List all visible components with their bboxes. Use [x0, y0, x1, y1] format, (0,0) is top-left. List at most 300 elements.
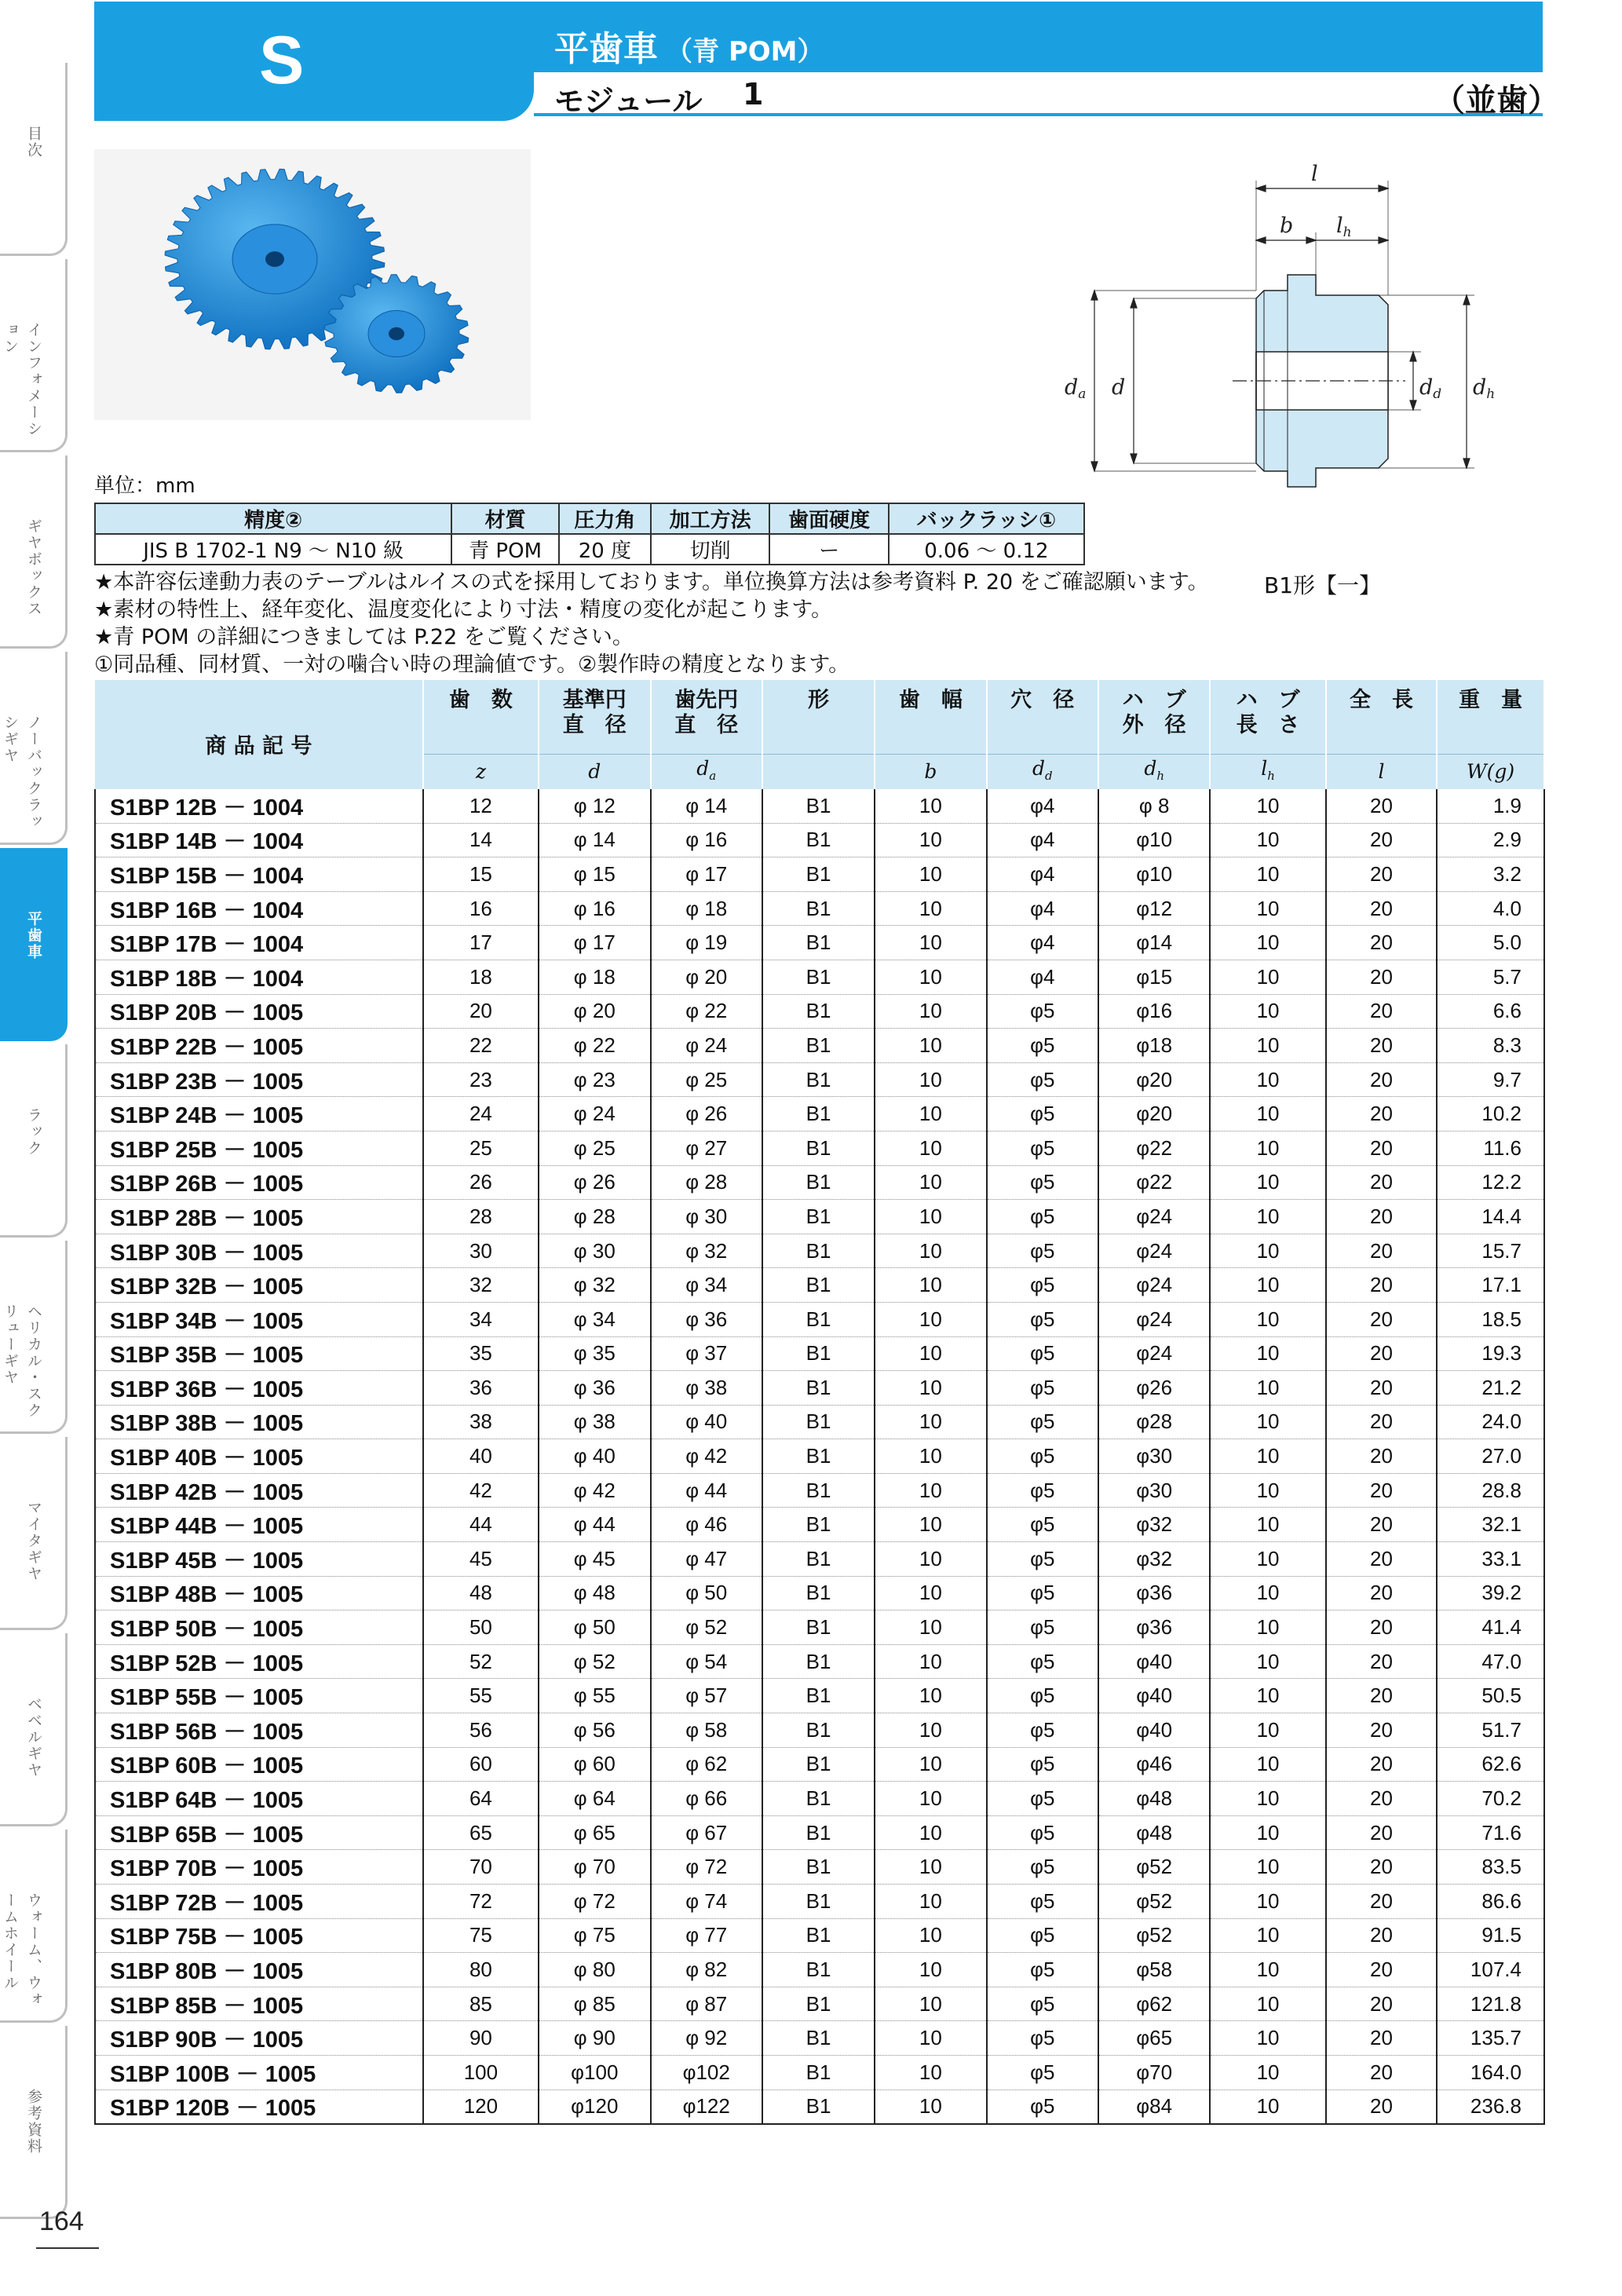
side-tab-label: 参考資料 — [25, 2089, 42, 2155]
table-cell: 20 — [1326, 1987, 1437, 2021]
table-cell: B1 — [762, 2089, 875, 2124]
product-code-cell: S1BP 25B － 1005 — [95, 1131, 423, 1165]
table-cell: 16 — [423, 891, 539, 926]
table-cell: 24.0 — [1437, 1405, 1544, 1439]
table-cell: φ 44 — [651, 1473, 762, 1508]
table-cell: B1 — [762, 1508, 875, 1542]
column-header: 歯 幅 — [875, 680, 986, 755]
table-cell: 10 — [875, 1953, 986, 1987]
table-cell: 20 — [1326, 1200, 1437, 1234]
table-row — [95, 1850, 1544, 1885]
side-tab[interactable] — [0, 1830, 68, 2023]
side-tab[interactable] — [0, 1633, 68, 1826]
table-cell: 64 — [423, 1782, 539, 1816]
table-cell: 10 — [1210, 1850, 1325, 1885]
spec-header-cell: 加工方法 — [651, 503, 769, 534]
table-cell: φ100 — [539, 2055, 650, 2089]
table-cell: B1 — [762, 1165, 875, 1200]
title-text: 平歯車 — [554, 29, 658, 69]
table-cell: 10 — [1210, 857, 1325, 892]
table-cell: 10 — [875, 1097, 986, 1132]
table-cell: φ 72 — [539, 1885, 650, 1919]
table-row — [95, 1610, 1544, 1645]
spec-header-row — [95, 503, 1084, 534]
table-cell: 32.1 — [1437, 1508, 1544, 1542]
table-cell: φ5 — [987, 1097, 1098, 1132]
table-cell: 10 — [1210, 789, 1325, 823]
table-cell: B1 — [762, 1371, 875, 1406]
table-cell: 20 — [1326, 1508, 1437, 1542]
table-cell: φ5 — [987, 1885, 1098, 1919]
table-cell: φ 30 — [539, 1234, 650, 1268]
table-cell: 10 — [1210, 1610, 1325, 1645]
table-cell: φ5 — [987, 1782, 1098, 1816]
table-cell: φ 20 — [539, 994, 650, 1029]
table-cell: φ16 — [1098, 994, 1210, 1029]
table-cell: φ4 — [987, 857, 1098, 892]
table-row — [95, 1200, 1544, 1234]
table-cell: 10 — [1210, 2021, 1325, 2056]
side-tab-label: ベベルギヤ — [25, 1696, 42, 1779]
side-tab[interactable] — [0, 1044, 68, 1238]
product-code-cell: S1BP 30B － 1005 — [95, 1234, 423, 1268]
table-header-row — [95, 680, 1544, 755]
table-cell: 6.6 — [1437, 994, 1544, 1029]
table-row — [95, 1336, 1544, 1371]
table-cell: φ5 — [987, 1405, 1098, 1439]
product-code-cell: S1BP 65B － 1005 — [95, 1815, 423, 1850]
table-cell: φ 14 — [539, 823, 650, 857]
table-cell: φ 67 — [651, 1815, 762, 1850]
module-label: モジュール — [554, 84, 703, 119]
table-cell: B1 — [762, 1268, 875, 1303]
table-cell: 10 — [875, 1371, 986, 1406]
note-line: ★本許容伝達動力表のテーブルはルイスの式を採用しております。単位換算方法は参考資料 P. 20 をご確認願います。 — [94, 570, 1209, 594]
table-cell: 52 — [423, 1644, 539, 1679]
table-cell: 47.0 — [1437, 1644, 1544, 1679]
table-cell: 10 — [875, 789, 986, 823]
table-cell: φ5 — [987, 1062, 1098, 1097]
table-cell: φ62 — [1098, 1987, 1210, 2021]
table-cell: 20 — [1326, 891, 1437, 926]
table-cell: 18.5 — [1437, 1302, 1544, 1336]
table-cell: 10 — [1210, 1644, 1325, 1679]
table-cell: B1 — [762, 1953, 875, 1987]
table-cell: φ24 — [1098, 1336, 1210, 1371]
table-cell: 70 — [423, 1850, 539, 1885]
table-cell: φ52 — [1098, 1850, 1210, 1885]
table-cell: φ48 — [1098, 1815, 1210, 1850]
module-value: 1 — [743, 77, 764, 112]
spec-header-cell: 材質 — [451, 503, 559, 534]
table-cell: 10 — [875, 857, 986, 892]
table-cell: φ 24 — [651, 1029, 762, 1063]
table-cell: φ 26 — [651, 1097, 762, 1132]
table-cell: 44 — [423, 1508, 539, 1542]
table-row — [95, 1029, 1544, 1063]
table-cell: 71.6 — [1437, 1815, 1544, 1850]
spec-header-cell: バックラッシ① — [889, 503, 1084, 534]
side-tab[interactable] — [0, 63, 68, 256]
product-code-cell: S1BP 70B － 1005 — [95, 1850, 423, 1885]
table-cell: φ24 — [1098, 1268, 1210, 1303]
product-code-cell: S1BP 20B － 1005 — [95, 994, 423, 1029]
table-cell: B1 — [762, 857, 875, 892]
table-cell: 80 — [423, 1953, 539, 1987]
table-cell: 20 — [1326, 1336, 1437, 1371]
table-cell: φ 18 — [539, 960, 650, 994]
table-cell: 10 — [1210, 1885, 1325, 1919]
table-cell: φ 87 — [651, 1987, 762, 2021]
spec-value-row — [95, 534, 1084, 565]
table-cell: φ40 — [1098, 1713, 1210, 1748]
table-cell: φ5 — [987, 1576, 1098, 1610]
table-row — [95, 1542, 1544, 1577]
table-cell: 20 — [1326, 1713, 1437, 1748]
product-code-cell: S1BP 35B － 1005 — [95, 1336, 423, 1371]
table-cell: φ 46 — [651, 1508, 762, 1542]
side-tab[interactable] — [0, 1241, 68, 1434]
table-cell: B1 — [762, 1713, 875, 1748]
table-cell: φ 28 — [539, 1200, 650, 1234]
product-code-cell: S1BP 44B － 1005 — [95, 1508, 423, 1542]
table-row — [95, 2021, 1544, 2056]
product-code-cell: S1BP 75B － 1005 — [95, 1918, 423, 1953]
table-cell: φ5 — [987, 1713, 1098, 1748]
product-code-cell: S1BP 34B － 1005 — [95, 1302, 423, 1336]
table-cell: φ 18 — [651, 891, 762, 926]
table-cell: φ5 — [987, 1918, 1098, 1953]
product-code-cell: S1BP 32B － 1005 — [95, 1268, 423, 1303]
table-cell: 10 — [875, 1131, 986, 1165]
table-cell: 33.1 — [1437, 1542, 1544, 1577]
table-cell: 9.7 — [1437, 1062, 1544, 1097]
table-cell: 55 — [423, 1679, 539, 1713]
gears-illustration — [94, 149, 531, 420]
tooth-type: （並歯） — [1434, 82, 1559, 119]
table-cell: 10 — [1210, 1371, 1325, 1406]
table-cell: φ 34 — [539, 1302, 650, 1336]
table-cell: 90 — [423, 2021, 539, 2056]
column-header: 全 長 — [1326, 680, 1437, 755]
table-cell: φ 42 — [651, 1439, 762, 1474]
product-code-cell: S1BP 85B － 1005 — [95, 1987, 423, 2021]
spec-value-cell: ー — [769, 534, 888, 565]
table-cell: 23 — [423, 1062, 539, 1097]
table-cell: φ 70 — [539, 1850, 650, 1885]
table-cell: 4.0 — [1437, 891, 1544, 926]
table-cell: 10 — [1210, 1336, 1325, 1371]
table-cell: φ5 — [987, 1850, 1098, 1885]
product-code-cell: S1BP 23B － 1005 — [95, 1062, 423, 1097]
table-cell: 20 — [1326, 1850, 1437, 1885]
table-row — [95, 1953, 1544, 1987]
table-cell: 10 — [1210, 1782, 1325, 1816]
table-cell: B1 — [762, 1782, 875, 1816]
table-cell: 20 — [1326, 960, 1437, 994]
spec-value-cell: 0.06 ～ 0.12 — [889, 534, 1084, 565]
table-cell: B1 — [762, 891, 875, 926]
table-cell: φ 80 — [539, 1953, 650, 1987]
table-cell: φ 40 — [651, 1405, 762, 1439]
table-cell: 15.7 — [1437, 1234, 1544, 1268]
table-cell: B1 — [762, 823, 875, 857]
product-code-cell: S1BP 42B － 1005 — [95, 1473, 423, 1508]
side-tab-label: ノーバックラッシギヤ — [2, 715, 42, 830]
product-code-cell: S1BP 80B － 1005 — [95, 1953, 423, 1987]
table-cell: φ122 — [651, 2089, 762, 2124]
table-cell: 20 — [1326, 1953, 1437, 1987]
table-cell: 30 — [423, 1234, 539, 1268]
table-cell: φ15 — [1098, 960, 1210, 994]
side-tab[interactable] — [0, 848, 68, 1041]
table-cell: 10 — [1210, 2055, 1325, 2089]
table-cell: φ 72 — [651, 1850, 762, 1885]
table-cell: 17 — [423, 926, 539, 960]
table-cell: 10 — [875, 1918, 986, 1953]
table-cell: 10 — [875, 1610, 986, 1645]
table-cell: 36 — [423, 1371, 539, 1406]
table-cell: 28.8 — [1437, 1473, 1544, 1508]
table-cell: φ52 — [1098, 1918, 1210, 1953]
table-cell: φ 8 — [1098, 789, 1210, 823]
table-cell: φ5 — [987, 1644, 1098, 1679]
table-cell: φ 38 — [539, 1405, 650, 1439]
table-cell: φ 82 — [651, 1953, 762, 1987]
table-cell: 10 — [875, 1782, 986, 1816]
table-cell: φ65 — [1098, 2021, 1210, 2056]
spec-header-cell: 歯面硬度 — [769, 503, 888, 534]
product-code-cell: S1BP 18B － 1004 — [95, 960, 423, 994]
side-tab[interactable] — [0, 2026, 68, 2219]
table-cell: 120 — [423, 2089, 539, 2124]
table-cell: 10 — [875, 1815, 986, 1850]
table-cell: B1 — [762, 1302, 875, 1336]
side-tab[interactable] — [0, 455, 68, 649]
table-cell: φ 15 — [539, 857, 650, 892]
product-code-cell: S1BP 50B － 1005 — [95, 1610, 423, 1645]
spec-header-cell: 圧力角 — [559, 503, 651, 534]
product-code-cell: S1BP 56B － 1005 — [95, 1713, 423, 1748]
product-code-cell: S1BP 12B － 1004 — [95, 789, 423, 823]
note-line: ★素材の特性上、経年変化、温度変化により寸法・精度の変化が起こります。 — [94, 598, 833, 622]
table-cell: B1 — [762, 1747, 875, 1782]
side-tab[interactable] — [0, 1437, 68, 1630]
table-cell: 51.7 — [1437, 1713, 1544, 1748]
table-row — [95, 2055, 1544, 2089]
table-cell: φ 60 — [539, 1747, 650, 1782]
table-cell: 10 — [875, 1987, 986, 2021]
series-letter: S — [259, 23, 305, 98]
table-cell: φ 32 — [651, 1234, 762, 1268]
table-cell: φ12 — [1098, 891, 1210, 926]
table-cell: φ10 — [1098, 823, 1210, 857]
table-row — [95, 857, 1544, 892]
table-cell: 10 — [1210, 1439, 1325, 1474]
table-row — [95, 1885, 1544, 1919]
table-row — [95, 926, 1544, 960]
unit-label: 単位：mm — [94, 474, 195, 498]
table-cell: 48 — [423, 1576, 539, 1610]
table-row — [95, 1508, 1544, 1542]
table-cell: 10 — [875, 1439, 986, 1474]
table-cell: φ 30 — [651, 1200, 762, 1234]
table-row — [95, 1371, 1544, 1406]
table-cell: 20 — [1326, 1062, 1437, 1097]
product-code-cell: S1BP 72B － 1005 — [95, 1885, 423, 1919]
table-cell: 10 — [875, 1713, 986, 1748]
table-cell: φ 62 — [651, 1747, 762, 1782]
table-cell: φ70 — [1098, 2055, 1210, 2089]
table-cell: φ 16 — [651, 823, 762, 857]
table-cell: φ28 — [1098, 1405, 1210, 1439]
table-cell: 20 — [1326, 1234, 1437, 1268]
table-cell: 10 — [1210, 1165, 1325, 1200]
table-cell: B1 — [762, 1439, 875, 1474]
column-symbol: $d_d$ — [987, 755, 1098, 790]
table-cell: B1 — [762, 1131, 875, 1165]
dim-dd: dd — [1419, 375, 1442, 402]
table-cell: φ40 — [1098, 1644, 1210, 1679]
table-cell: φ5 — [987, 1336, 1098, 1371]
table-cell: B1 — [762, 960, 875, 994]
table-cell: 75 — [423, 1918, 539, 1953]
column-header: 重 量 — [1437, 680, 1544, 755]
table-cell: 10 — [1210, 1234, 1325, 1268]
table-cell: φ 34 — [651, 1268, 762, 1303]
table-cell: 10 — [875, 1508, 986, 1542]
table-cell: 5.0 — [1437, 926, 1544, 960]
table-row — [95, 789, 1544, 823]
table-cell: 121.8 — [1437, 1987, 1544, 2021]
table-cell: φ 22 — [651, 994, 762, 1029]
table-cell: 20 — [1326, 1644, 1437, 1679]
side-tab-label: ウォーム、ウォームホイール — [2, 1892, 42, 2008]
table-cell: φ102 — [651, 2055, 762, 2089]
product-photo — [94, 149, 531, 420]
table-cell: φ22 — [1098, 1165, 1210, 1200]
spec-value-cell: JIS B 1702-1 N9 ～ N10 級 — [95, 534, 451, 565]
table-cell: 10 — [875, 1062, 986, 1097]
side-tab-label: マイタギヤ — [25, 1500, 42, 1582]
table-cell: 8.3 — [1437, 1029, 1544, 1063]
table-cell: 10 — [875, 1336, 986, 1371]
table-cell: 10 — [875, 2055, 986, 2089]
side-tab[interactable] — [0, 652, 68, 845]
product-code-cell: S1BP 16B － 1004 — [95, 891, 423, 926]
table-cell: φ5 — [987, 2089, 1098, 2124]
table-cell: 10 — [1210, 1747, 1325, 1782]
table-cell: 20 — [1326, 1885, 1437, 1919]
table-cell: 35 — [423, 1336, 539, 1371]
table-cell: 10 — [1210, 960, 1325, 994]
table-cell: 20 — [1326, 994, 1437, 1029]
table-cell: φ4 — [987, 891, 1098, 926]
column-header: 形 — [762, 680, 875, 755]
product-code-cell: S1BP 100B － 1005 — [95, 2055, 423, 2089]
table-cell: φ 52 — [539, 1644, 650, 1679]
table-cell: φ 85 — [539, 1987, 650, 2021]
table-cell: 20 — [1326, 2021, 1437, 2056]
table-cell: φ 57 — [651, 1679, 762, 1713]
table-cell: B1 — [762, 1097, 875, 1132]
table-cell: 15 — [423, 857, 539, 892]
table-cell: 10 — [1210, 891, 1325, 926]
table-cell: φ 38 — [651, 1371, 762, 1406]
table-cell: φ5 — [987, 1473, 1098, 1508]
table-cell: B1 — [762, 1029, 875, 1063]
table-cell: φ5 — [987, 1029, 1098, 1063]
side-tab[interactable] — [0, 259, 68, 452]
table-cell: φ 92 — [651, 2021, 762, 2056]
table-cell: 10 — [1210, 1029, 1325, 1063]
table-cell: φ20 — [1098, 1097, 1210, 1132]
table-row — [95, 1405, 1544, 1439]
table-cell: 20 — [1326, 926, 1437, 960]
note-line: ★青 POM の詳細につきましては P.22 をご覧ください。 — [94, 625, 634, 649]
table-cell: B1 — [762, 1234, 875, 1268]
table-cell: 39.2 — [1437, 1576, 1544, 1610]
product-code-cell: S1BP 55B － 1005 — [95, 1679, 423, 1713]
table-cell: 10 — [875, 891, 986, 926]
table-cell: 10 — [875, 1029, 986, 1063]
table-cell: φ5 — [987, 994, 1098, 1029]
table-row — [95, 2089, 1544, 2124]
column-header: 基準円 直 径 — [539, 680, 650, 755]
table-cell: φ 22 — [539, 1029, 650, 1063]
table-cell: 10 — [875, 1644, 986, 1679]
column-header: 商 品 記 号 — [95, 680, 423, 789]
table-row — [95, 823, 1544, 857]
table-cell: 22 — [423, 1029, 539, 1063]
spec-value-cell: 青 POM — [451, 534, 559, 565]
spec-value-cell: 20 度 — [559, 534, 651, 565]
dim-da: da — [1065, 375, 1087, 402]
table-cell: 2.9 — [1437, 823, 1544, 857]
table-cell: φ5 — [987, 1165, 1098, 1200]
table-cell: φ52 — [1098, 1885, 1210, 1919]
table-cell: 10 — [875, 1200, 986, 1234]
table-cell: φ 54 — [651, 1644, 762, 1679]
table-cell: 10 — [875, 1473, 986, 1508]
side-tab-label: インフォメーション — [2, 322, 42, 437]
table-cell: 20 — [1326, 1542, 1437, 1577]
table-cell: 12.2 — [1437, 1165, 1544, 1200]
product-code-cell: S1BP 45B － 1005 — [95, 1542, 423, 1577]
table-cell: 10 — [1210, 1576, 1325, 1610]
table-cell: 10 — [875, 1679, 986, 1713]
notes — [94, 569, 1209, 678]
table-cell: 20 — [1326, 1439, 1437, 1474]
spec-value-cell: 切削 — [651, 534, 769, 565]
table-cell: φ 58 — [651, 1713, 762, 1748]
table-cell: 34 — [423, 1302, 539, 1336]
table-cell: φ5 — [987, 1131, 1098, 1165]
table-cell: 11.6 — [1437, 1131, 1544, 1165]
table-row — [95, 1747, 1544, 1782]
table-row — [95, 1815, 1544, 1850]
table-row — [95, 1268, 1544, 1303]
table-body — [95, 789, 1544, 2124]
table-cell: φ 24 — [539, 1097, 650, 1132]
table-cell: 45 — [423, 1542, 539, 1577]
column-symbol: $d_h$ — [1098, 755, 1210, 790]
table-cell: 10 — [875, 2021, 986, 2056]
table-cell: 83.5 — [1437, 1850, 1544, 1885]
dim-lh: lh — [1336, 214, 1352, 240]
product-code-cell: S1BP 120B － 1005 — [95, 2089, 423, 2124]
table-cell: B1 — [762, 1644, 875, 1679]
